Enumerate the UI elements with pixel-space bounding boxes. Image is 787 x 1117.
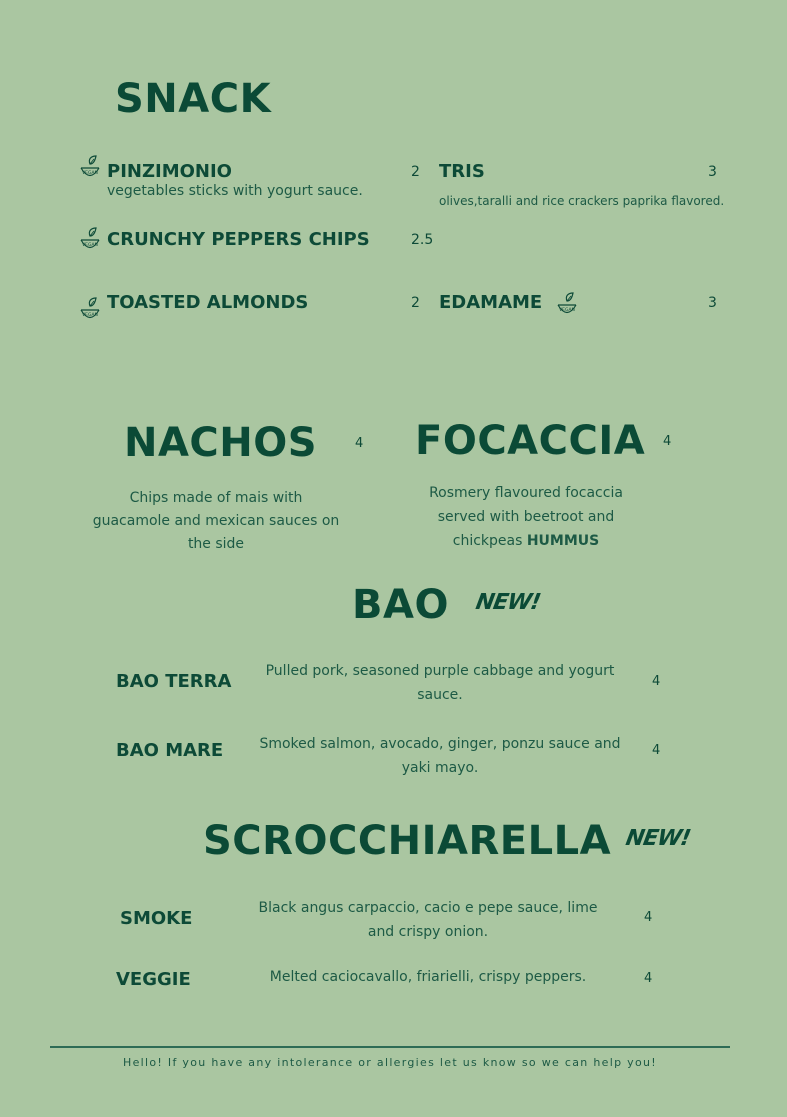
nachos-price: 4 [355,436,364,451]
nachos-desc-line: the side [187,536,245,552]
allergy-note: Hello! If you have any intolerance or allergies let us know so we can help you! [123,1056,657,1069]
bao-terra-price: 4 [652,674,661,689]
bao-new-badge: NEW! [473,590,542,615]
price-toasted-almonds: 2 [411,295,420,311]
nachos-heading: NACHOS [124,420,318,466]
svg-text:VEGAN: VEGAN [82,171,98,176]
footer-divider [50,1046,730,1048]
scrocchiarella-heading: SCROCCHIARELLA [203,818,612,864]
smoke-description [228,896,628,944]
focaccia-hummus: HUMMUS [526,533,600,549]
smoke-name: SMOKE [120,908,193,929]
vegan-icon [79,227,101,253]
veggie-name: VEGGIE [116,969,191,990]
scrocchiarella-new-badge: NEW! [623,826,692,851]
focaccia-desc-line-3 [386,529,666,553]
bao-mare-desc-line: Smoked salmon, avocado, ginger, ponzu sauce and [259,736,621,752]
svg-text:VEGAN: VEGAN [559,308,575,313]
bao-mare-price: 4 [652,743,661,758]
smoke-desc-line: and crispy onion. [367,924,489,940]
bao-terra-desc-line: sauce. [417,687,463,703]
focaccia-description [386,481,666,553]
bao-mare-name: BAO MARE [116,740,224,761]
focaccia-heading: FOCACCIA [415,418,646,464]
bao-terra-name: BAO TERRA [116,671,232,692]
price-tris: 3 [708,164,717,180]
snack-item-pinzimonio: PINZIMONIO [107,161,232,182]
price-pinzimonio: 2 [411,164,420,180]
bao-terra-description [240,659,640,707]
vegan-icon [79,297,101,323]
snack-item-edamame: EDAMAME [439,292,543,313]
smoke-desc-line: Black angus carpaccio, cacio e pepe sauce, lime [258,900,598,916]
focaccia-price: 4 [663,434,672,449]
bao-heading: BAO [352,582,449,628]
focaccia-desc-text: chickpeas [452,533,527,549]
price-edamame: 3 [708,295,717,311]
vegan-icon [79,155,101,181]
veggie-description: Melted caciocavallo, friarielli, crispy peppers. [269,969,587,985]
snack-item-tris: TRIS [439,161,485,182]
price-crunchy-peppers-chips: 2.5 [411,232,434,248]
snack-item-crunchy-peppers-chips: CRUNCHY PEPPERS CHIPS [107,229,370,250]
smoke-price: 4 [644,910,653,925]
snack-item-toasted-almonds: TOASTED ALMONDS [107,292,309,313]
svg-text:VEGAN: VEGAN [82,243,98,248]
bao-mare-desc-line: yaki mayo. [401,760,479,776]
focaccia-desc-line: served with beetroot and [437,509,615,525]
bao-terra-desc-line: Pulled pork, seasoned purple cabbage and yogurt [265,663,615,679]
nachos-desc-line: guacamole and mexican sauces on [92,513,340,529]
vegan-icon [556,292,578,318]
bao-mare-description [240,732,640,780]
nachos-desc-line: Chips made of mais with [129,490,303,506]
svg-text:VEGAN: VEGAN [82,313,98,318]
veggie-price: 4 [644,971,653,986]
snack-heading: SNACK [115,76,272,122]
desc-pinzimonio: vegetables sticks with yogurt sauce. [107,183,363,199]
focaccia-desc-line: Rosmery flavoured focaccia [429,485,623,501]
nachos-description [66,487,366,556]
desc-tris: olives,taralli and rice crackers paprika flavored. [439,194,725,208]
